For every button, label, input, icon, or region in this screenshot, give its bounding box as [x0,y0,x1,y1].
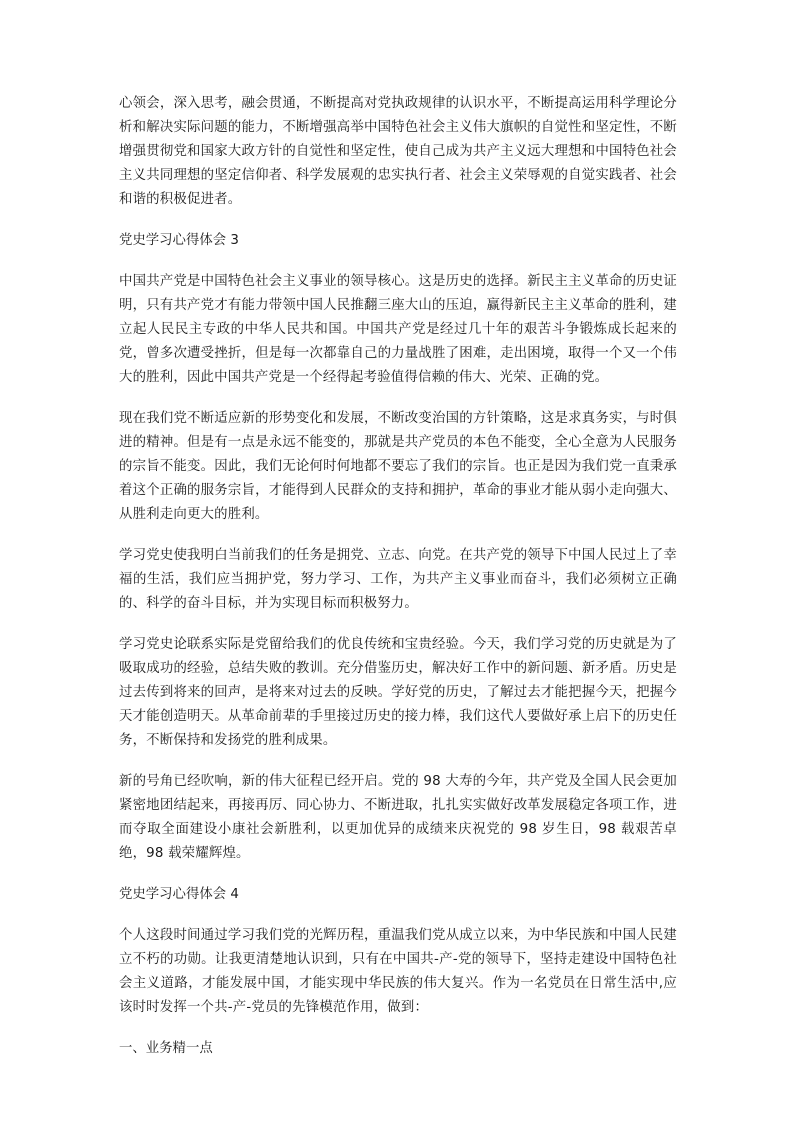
paragraph-party-core: 中国共产党是中国特色社会主义事业的领导核心。这是历史的选择。新民主主义革命的历史证明，只有共产党才有能力带领中国人民推翻三座大山的压迫，赢得新民主主义革命的胜利，建立起人民民主专政的中华人民共和国。中国共产党是经过几十年的艰苦斗争锻炼成长起来的党，曾多次遭受挫折，但是每一次都靠自己的力量战胜了困难，走出困境，取得一个又一个伟大的胜利，因此中国共产党是一个经得起考验值得信赖的伟大、光荣、正确的党。 [119,274,677,385]
document-page [119,92,677,1078]
subheading-business-skill: 一、业务精一点 [119,1041,213,1056]
paragraph-intro-continuation: 心领会，深入思考，融会贯通，不断提高对党执政规律的认识水平，不断提高运用科学理论分析和解决实际问题的能力，不断增强高举中国特色社会主义伟大旗帜的自觉性和坚定性，不断增强贯彻党和国家大政方针的自觉性和坚定性，使自己成为共产主义远大理想和中国特色社会主义共同理想的坚定信仰者、科学发展观的忠实执行者、社会主义荣辱观的自觉实践者、社会和谐的积极促进者。 [119,96,677,207]
paragraph-adapt-changes: 现在我们党不断适应新的形势变化和发展，不断改变治国的方针策略，这是求真务实，与时俱进的精神。但是有一点是永远不能变的，那就是共产党员的本色不能变，全心全意为人民服务的宗旨不能变。因此，我们无论何时何地都不要忘了我们的宗旨。也正是因为我们党一直秉承着这个正确的服务宗旨，才能得到人民群众的支持和拥护，革命的事业才能从弱小走向强大、从胜利走向更大的胜利。 [119,411,677,522]
paragraph-personal-study: 个人这段时间通过学习我们党的光辉历程，重温我们党从成立以来，为中华民族和中国人民建立不朽的功勋。让我更清楚地认识到，只有在中国共-产-党的领导下，坚持走建设中国特色社会主义道路，才能发展中国，才能实现中华民族的伟大复兴。作为一名党员在日常生活中,应该时时发挥一个共-产-党员的先锋模范作用，做到： [119,928,677,1015]
section-heading-4: 党史学习心得体会 4 [119,887,239,902]
paragraph-learn-history: 学习党史论联系实际是党留给我们的优良传统和宝贵经验。今天，我们学习党的历史就是为了吸取成功的经验，总结失败的教训。充分借鉴历史，解决好工作中的新问题、新矛盾。历史是过去传到将来的回声，是将来对过去的反映。学好党的历史，了解过去才能把握今天，把握今天才能创造明天。从革命前辈的手里接过历史的接力棒，我们这代人要做好承上启下的历史任务，不断保持和发扬党的胜利成果。 [119,637,677,748]
paragraph-current-tasks: 学习党史使我明白当前我们的任务是拥党、立志、向党。在共产党的领导下中国人民过上了幸福的生活，我们应当拥护党，努力学习、工作，为共产主义事业而奋斗，我们必须树立正确的、科学的奋斗目标，并为实现目标而积极努力。 [119,548,677,611]
paragraph-new-journey: 新的号角已经吹响，新的伟大征程已经开启。党的 98 大寿的今年，共产党及全国人民会更加紧密地团结起来，再接再厉、同心协力、不断进取，扎扎实实做好改革发展稳定各项工作，进而夺取全面建设小康社会新胜利，以更加优异的成绩来庆祝党的 98 岁生日，98 载艰苦卓绝，98 载荣耀辉煌。 [119,774,677,861]
section-heading-3: 党史学习心得体会 3 [119,233,239,248]
